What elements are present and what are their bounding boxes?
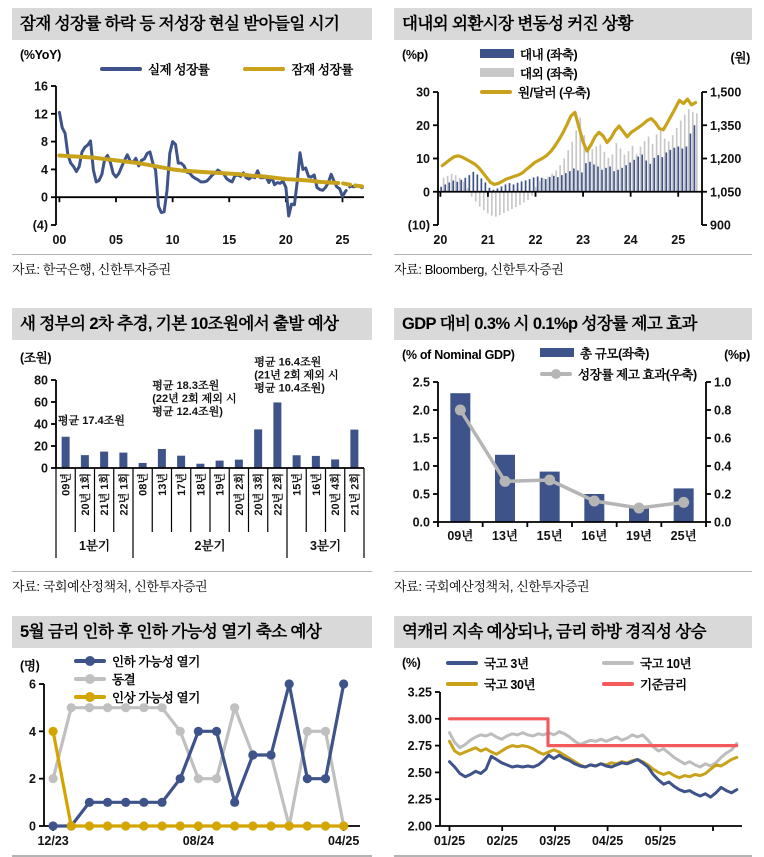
svg-text:01/25: 01/25 xyxy=(433,833,466,848)
source-note: 자료: 국회예산정책처, 신한투자증권 xyxy=(394,571,752,595)
svg-text:평균 10.4조원): 평균 10.4조원) xyxy=(254,382,325,395)
svg-text:25: 25 xyxy=(671,232,686,247)
panel-title: 새 정부의 2차 추경, 기본 10조원에서 출발 예상 xyxy=(12,308,372,340)
svg-text:0: 0 xyxy=(41,461,48,476)
svg-text:08년: 08년 xyxy=(137,472,150,496)
svg-text:20: 20 xyxy=(34,439,48,454)
legend xyxy=(480,45,590,101)
legend-item xyxy=(446,654,594,672)
legend-label: 잠재 성장률 xyxy=(291,62,353,77)
legend-swatch-line xyxy=(480,90,512,94)
svg-text:21년 2회: 21년 2회 xyxy=(349,472,362,516)
svg-text:09년: 09년 xyxy=(60,472,73,496)
legend-item xyxy=(602,654,691,672)
svg-text:16년: 16년 xyxy=(310,472,323,496)
legend xyxy=(446,654,691,693)
legend-item xyxy=(243,60,352,78)
legend xyxy=(74,652,200,706)
axis-unit-right: (%p) xyxy=(724,347,750,362)
svg-text:24: 24 xyxy=(623,232,638,247)
svg-text:2.0: 2.0 xyxy=(412,403,430,418)
svg-text:18년: 18년 xyxy=(195,472,208,496)
svg-text:(10): (10) xyxy=(407,218,430,233)
legend-swatch-line-dot xyxy=(74,655,106,666)
legend-swatch-line xyxy=(602,661,634,665)
svg-text:0: 0 xyxy=(29,819,36,834)
svg-text:0.2: 0.2 xyxy=(714,487,732,502)
svg-text:30: 30 xyxy=(416,85,430,100)
axis-unit-left: (%) xyxy=(402,655,421,670)
svg-text:05/25: 05/25 xyxy=(644,833,676,848)
legend-label: 실제 성장률 xyxy=(148,62,210,77)
panel-mpc-votes xyxy=(12,616,372,857)
legend-swatch-line xyxy=(446,682,478,686)
legend-swatch-bar xyxy=(480,68,514,77)
legend-swatch-line-dot xyxy=(540,368,572,379)
svg-text:3.25: 3.25 xyxy=(407,685,432,700)
svg-text:1.0: 1.0 xyxy=(714,375,732,390)
svg-text:05: 05 xyxy=(109,232,123,247)
svg-text:12/23: 12/23 xyxy=(37,833,69,848)
legend-item xyxy=(540,365,697,383)
svg-text:0: 0 xyxy=(41,190,48,205)
svg-text:(4): (4) xyxy=(32,218,48,233)
panel-title: GDP 대비 0.3% 시 0.1%p 성장률 제고 효과 xyxy=(394,308,752,340)
axis-unit-right: (원) xyxy=(730,50,750,65)
svg-text:20: 20 xyxy=(416,118,430,133)
panel-supplementary-budget xyxy=(12,308,372,595)
legend-item xyxy=(446,675,594,693)
legend-label: 국고 10년 xyxy=(640,656,692,671)
svg-text:2.5: 2.5 xyxy=(412,375,430,390)
svg-text:23: 23 xyxy=(576,232,591,247)
legend-label: 대외 (좌축) xyxy=(520,66,578,81)
svg-text:1.0: 1.0 xyxy=(412,459,430,474)
source-note: 자료: Bloomberg, 신한투자증권 xyxy=(394,254,752,278)
legend xyxy=(100,60,353,78)
svg-text:0.0: 0.0 xyxy=(714,515,732,530)
legend-label: 국고 30년 xyxy=(484,677,536,692)
legend-label: 인하 가능성 열기 xyxy=(112,654,200,669)
svg-text:12: 12 xyxy=(34,106,48,121)
source-note: 자료: 국회예산정책처, 신한투자증권 xyxy=(12,571,372,595)
panel-gdp-effect xyxy=(394,308,752,595)
legend-item xyxy=(540,344,697,362)
legend-item xyxy=(480,83,590,101)
svg-text:0.0: 0.0 xyxy=(412,515,430,530)
legend-item xyxy=(74,652,200,670)
legend-swatch-line xyxy=(446,661,478,665)
gdp-effect-chart xyxy=(394,346,752,568)
svg-text:0.8: 0.8 xyxy=(714,403,732,418)
svg-text:평균 17.4조원: 평균 17.4조원 xyxy=(57,414,125,427)
svg-text:4: 4 xyxy=(41,162,48,177)
budget-chart xyxy=(12,346,372,568)
svg-text:10: 10 xyxy=(416,151,430,166)
legend-label: 기준금리 xyxy=(640,677,687,692)
svg-text:1,050: 1,050 xyxy=(710,184,742,199)
svg-text:2분기: 2분기 xyxy=(194,538,226,553)
legend-swatch-line-dot xyxy=(74,691,106,702)
svg-text:0: 0 xyxy=(423,184,430,199)
svg-text:15년: 15년 xyxy=(536,528,563,543)
legend-label: 대내 (좌축) xyxy=(520,47,578,62)
panel-fx-volatility xyxy=(394,8,752,278)
legend-swatch-bar xyxy=(540,348,574,357)
svg-text:2.50: 2.50 xyxy=(407,765,432,780)
svg-text:6: 6 xyxy=(29,677,36,692)
panel-growth-outlook xyxy=(12,8,372,278)
svg-text:2: 2 xyxy=(29,771,36,786)
legend-item xyxy=(100,60,209,78)
legend-label: 성장률 제고 효과(우축) xyxy=(578,367,697,382)
legend xyxy=(540,344,697,383)
legend-swatch-line xyxy=(602,682,634,686)
axis-unit-left: (명) xyxy=(20,658,40,673)
mpc-chart xyxy=(12,654,372,852)
svg-text:8: 8 xyxy=(41,134,48,149)
svg-text:1,200: 1,200 xyxy=(710,151,742,166)
legend-item xyxy=(602,675,691,693)
source-note: 자료: 한국은행, 신한투자증권 xyxy=(12,254,372,278)
panel-title: 역캐리 지속 예상되나, 금리 하방 경직성 상승 xyxy=(394,616,752,648)
svg-text:20년 1회: 20년 1회 xyxy=(79,472,92,516)
svg-text:08/24: 08/24 xyxy=(182,833,215,848)
svg-text:21: 21 xyxy=(480,232,495,247)
legend-swatch-line xyxy=(100,67,142,71)
legend-swatch-bar xyxy=(480,49,514,58)
svg-text:02/25: 02/25 xyxy=(486,833,518,848)
panel-bond-yields xyxy=(394,616,752,857)
panel-title: 5월 금리 인하 후 인하 가능성 열기 축소 예상 xyxy=(12,616,372,648)
svg-text:평균 12.4조원): 평균 12.4조원) xyxy=(152,405,223,418)
legend-item xyxy=(74,688,200,706)
panel-title: 잠재 성장률 하락 등 저성장 현실 받아들일 시기 xyxy=(12,8,372,40)
svg-text:2.25: 2.25 xyxy=(407,792,432,807)
svg-text:04/25: 04/25 xyxy=(591,833,624,848)
axis-unit-left: (%YoY) xyxy=(20,47,62,62)
axis-unit-left: (% of Nominal GDP) xyxy=(402,347,515,362)
svg-text:22년 1회: 22년 1회 xyxy=(118,472,131,516)
svg-text:03/25: 03/25 xyxy=(539,833,571,848)
svg-text:(22년 2회 제외 시: (22년 2회 제외 시 xyxy=(152,392,237,405)
svg-text:0.6: 0.6 xyxy=(714,431,732,446)
svg-text:1,500: 1,500 xyxy=(710,85,742,100)
axis-unit-left: (조원) xyxy=(20,350,52,365)
svg-text:13년: 13년 xyxy=(156,472,169,496)
svg-text:17년: 17년 xyxy=(176,472,189,496)
legend-swatch-line xyxy=(243,67,285,71)
svg-text:3.00: 3.00 xyxy=(407,711,432,726)
svg-text:2.00: 2.00 xyxy=(407,819,432,834)
svg-text:19년: 19년 xyxy=(626,528,652,543)
svg-text:900: 900 xyxy=(710,218,731,233)
svg-text:4: 4 xyxy=(29,724,36,739)
svg-text:0.5: 0.5 xyxy=(412,487,430,502)
legend-label: 원/달러 (우축) xyxy=(518,85,591,100)
svg-text:1.5: 1.5 xyxy=(412,431,430,446)
legend-label: 총 규모(좌축) xyxy=(580,346,649,361)
budget-chart-svg xyxy=(12,346,372,568)
svg-text:15: 15 xyxy=(222,232,237,247)
svg-text:20년 4회: 20년 4회 xyxy=(330,472,343,516)
svg-text:20: 20 xyxy=(433,232,448,247)
yields-chart xyxy=(394,654,752,852)
svg-text:13년: 13년 xyxy=(492,528,518,543)
svg-text:20년 2회: 20년 2회 xyxy=(233,472,246,516)
svg-text:25: 25 xyxy=(335,232,350,247)
axis-unit-left: (%p) xyxy=(402,47,428,62)
legend-item xyxy=(480,45,590,63)
svg-text:40: 40 xyxy=(34,417,48,432)
svg-text:60: 60 xyxy=(34,395,48,410)
svg-text:1,350: 1,350 xyxy=(710,118,742,133)
svg-text:20년 3회: 20년 3회 xyxy=(253,472,266,516)
legend-label: 인상 가능성 열기 xyxy=(112,690,200,705)
svg-text:22년 2회: 22년 2회 xyxy=(272,472,285,516)
svg-text:20: 20 xyxy=(278,232,293,247)
svg-text:1분기: 1분기 xyxy=(78,538,111,553)
svg-text:16년: 16년 xyxy=(581,528,608,543)
legend-swatch-line-dot xyxy=(74,673,106,684)
svg-text:09년: 09년 xyxy=(447,528,474,543)
svg-text:04/25: 04/25 xyxy=(328,833,360,848)
svg-text:0.4: 0.4 xyxy=(714,459,732,474)
legend-item xyxy=(480,64,590,82)
svg-text:2.75: 2.75 xyxy=(407,738,432,753)
svg-text:(21년 2회 제외 시: (21년 2회 제외 시 xyxy=(254,369,339,382)
svg-text:평균 16.4조원: 평균 16.4조원 xyxy=(254,356,322,369)
legend-label: 국고 3년 xyxy=(484,656,529,671)
svg-text:평균 18.3조원: 평균 18.3조원 xyxy=(152,379,220,392)
svg-text:10: 10 xyxy=(165,232,180,247)
svg-text:21년 1회: 21년 1회 xyxy=(99,472,112,516)
svg-text:00: 00 xyxy=(52,232,67,247)
panel-title: 대내외 외환시장 변동성 커진 상황 xyxy=(394,8,752,40)
svg-text:80: 80 xyxy=(34,373,48,388)
svg-text:25년: 25년 xyxy=(670,528,697,543)
legend-label: 동결 xyxy=(112,672,136,687)
growth-chart xyxy=(12,46,372,251)
fx-chart xyxy=(394,46,752,251)
svg-text:3분기: 3분기 xyxy=(309,538,342,553)
svg-text:15년: 15년 xyxy=(291,472,304,496)
legend-item xyxy=(74,670,200,688)
svg-text:19년: 19년 xyxy=(214,472,227,496)
svg-text:22: 22 xyxy=(528,232,543,247)
svg-text:16: 16 xyxy=(34,79,48,94)
